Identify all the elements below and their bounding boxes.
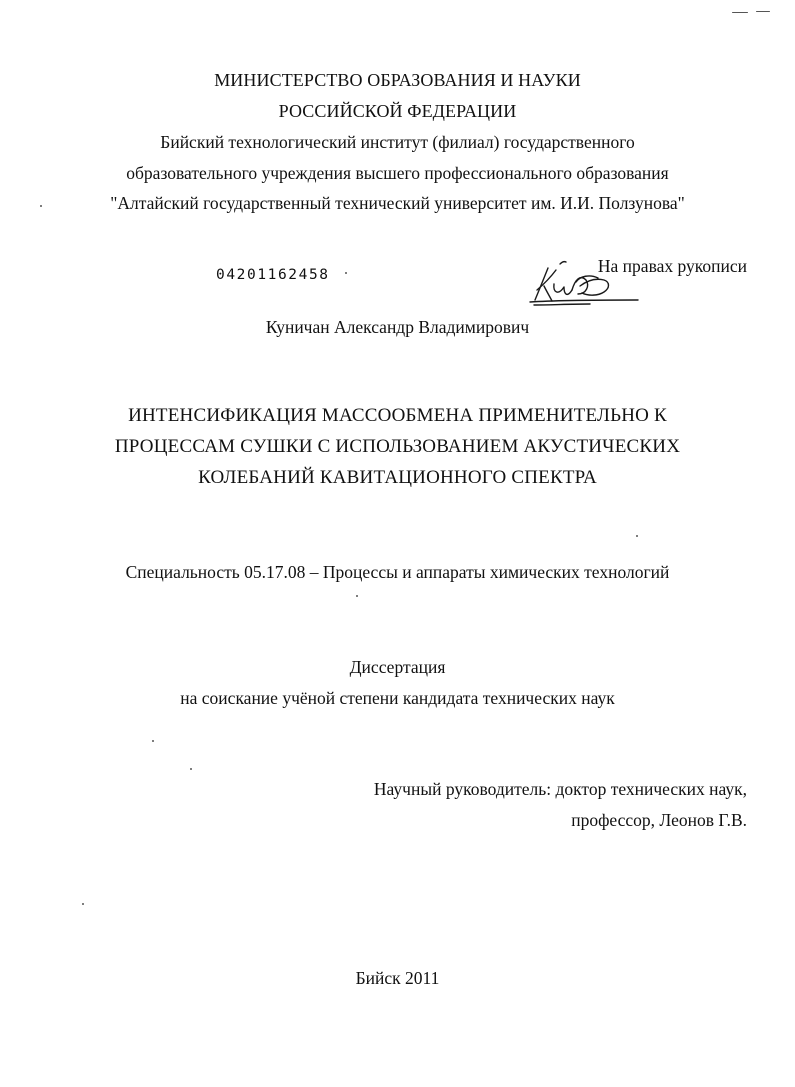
- ministry-name-line2: РОССИЙСКОЙ ФЕДЕРАЦИИ: [278, 101, 517, 121]
- scan-speck: [636, 535, 638, 537]
- dissertation-label: Диссертация: [349, 657, 446, 677]
- author-name: Куничан Александр Владимирович: [265, 317, 530, 337]
- specialty: Специальность 05.17.08 – Процессы и аппараты химических технологий: [125, 562, 670, 582]
- dissertation-title-line1: ИНТЕНСИФИКАЦИЯ МАССООБМЕНА ПРИМЕНИТЕЛЬНО К: [128, 405, 667, 426]
- scan-speck: [190, 768, 192, 770]
- scan-speck: [152, 740, 154, 742]
- signature-icon: [520, 256, 645, 314]
- scan-mark: [732, 12, 748, 13]
- supervisor-line2: профессор, Леонов Г.В.: [571, 810, 747, 830]
- scan-speck: [345, 272, 347, 274]
- degree-statement: на соискание учёной степени кандидата технических наук: [180, 688, 615, 708]
- institute-name-line3: "Алтайский государственный технический университет им. И.И. Ползунова": [110, 193, 685, 213]
- supervisor-line1: Научный руководитель: доктор технических наук,: [373, 779, 747, 799]
- institute-name-line2: образовательного учреждения высшего профессионального образования: [126, 163, 669, 183]
- institute-name-line1: Бийский технологический институт (филиал) государственного: [160, 132, 635, 152]
- scan-mark: [756, 11, 770, 12]
- registration-number: 04201162458: [216, 267, 330, 283]
- ministry-name-line1: МИНИСТЕРСТВО ОБРАЗОВАНИЯ И НАУКИ: [214, 70, 581, 90]
- dissertation-title-line3: КОЛЕБАНИЙ КАВИТАЦИОННОГО СПЕКТРА: [198, 467, 597, 488]
- scan-speck: [40, 205, 42, 207]
- scan-speck: [82, 903, 84, 905]
- scan-speck: [356, 595, 358, 597]
- dissertation-title-line2: ПРОЦЕССАМ СУШКИ С ИСПОЛЬЗОВАНИЕМ АКУСТИЧЕСКИХ: [114, 436, 681, 457]
- city-year: Бийск 2011: [355, 968, 440, 988]
- manuscript-rights: На правах рукописи: [597, 256, 747, 276]
